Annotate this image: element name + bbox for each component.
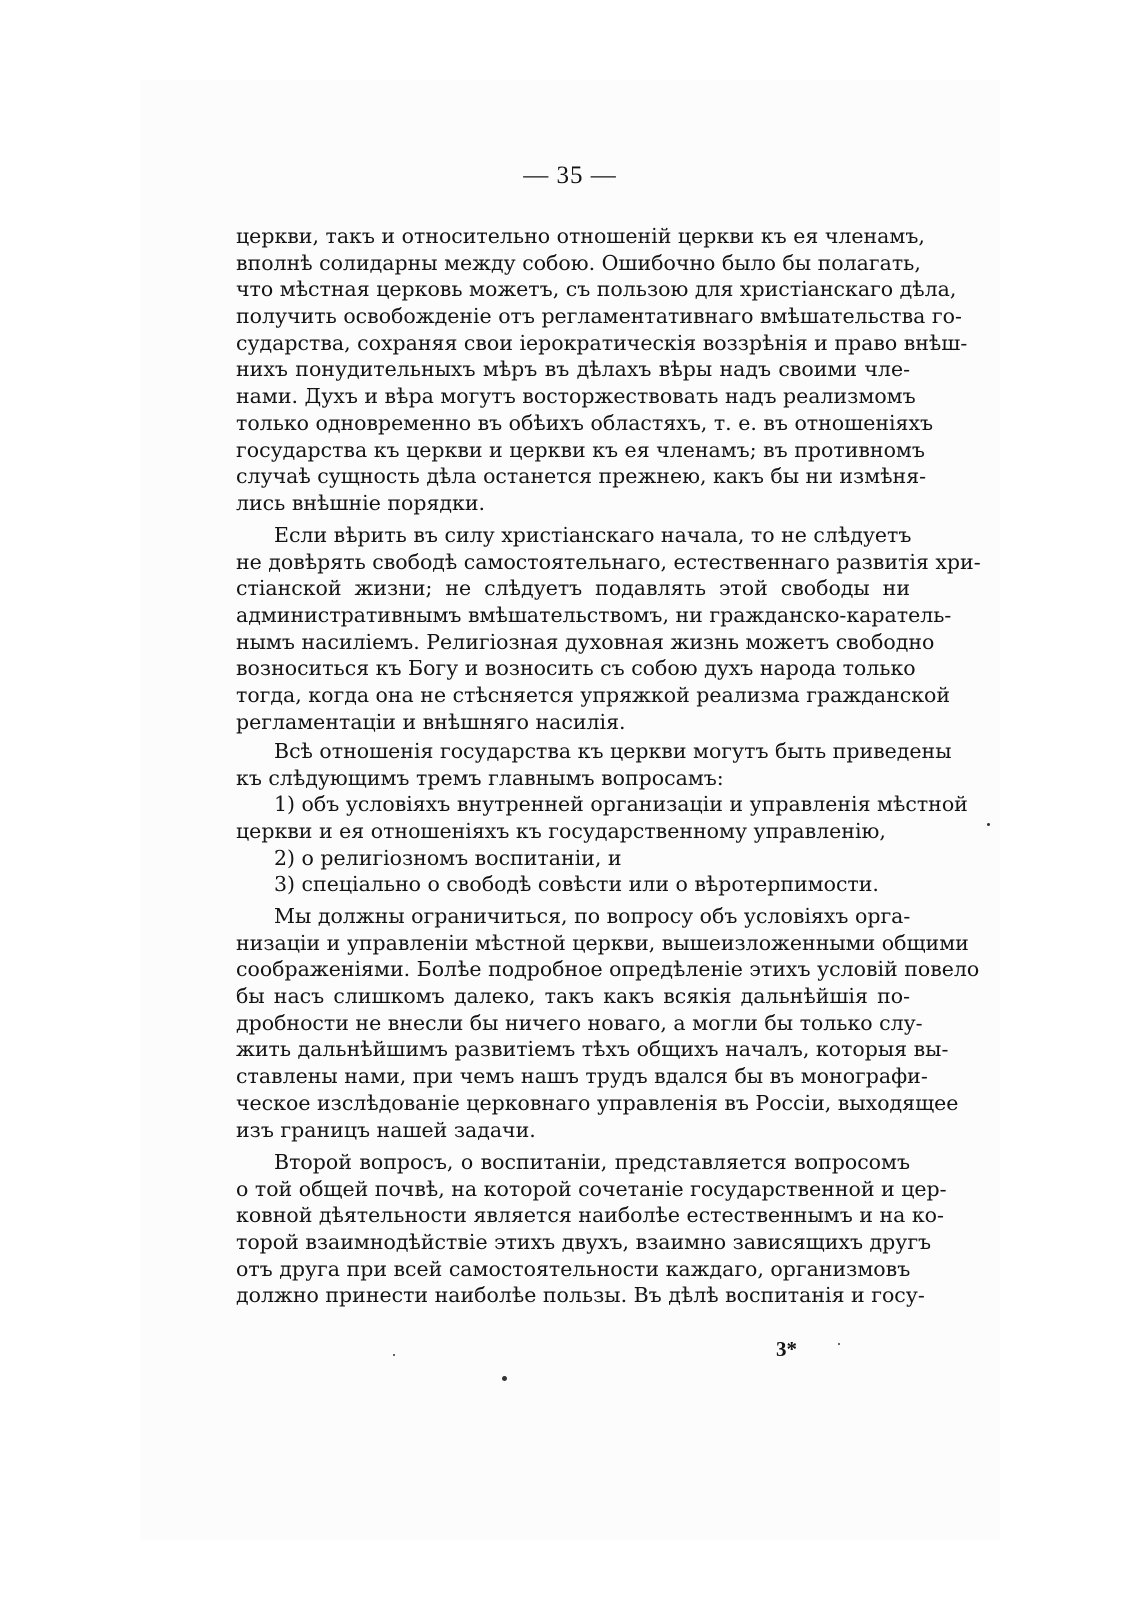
paragraph-1 — [236, 223, 968, 517]
text-line: вполнѣ солидарны между собою. Ошибочно было бы полагать, — [236, 250, 921, 275]
text-line: возноситься къ Богу и возносить съ собою духъ народа только — [236, 656, 916, 681]
text-line: Второй вопросъ, о воспитаніи, представляется вопросомъ — [274, 1150, 910, 1174]
list-item: 2) о религіозномъ воспитаніи, и — [274, 845, 622, 870]
text-line: лись внѣшніе порядки. — [236, 490, 486, 515]
text-line: ческое изслѣдованіе церковнаго управленія въ Россіи, выходящее — [236, 1090, 959, 1115]
text-line: тогда, когда она не стѣсняется упряжкой реализма гражданской — [236, 683, 951, 708]
text-line: изъ границъ нашей задачи. — [236, 1117, 536, 1142]
text-line: ставлены нами, при чемъ нашъ трудъ вдался бы въ монографи- — [236, 1064, 928, 1089]
text-line: о той общей почвѣ, на которой сочетаніе государственной и цер- — [236, 1176, 947, 1201]
text-line: дробности не внесли бы ничего новаго, а могли бы только слу- — [236, 1010, 923, 1035]
text-line: церкви, такъ и относительно отношеній церкви къ ея членамъ, — [236, 224, 925, 248]
text-line: административнымъ вмѣшательствомъ, ни гражданско-каратель- — [236, 603, 952, 628]
text-line: ковной дѣятельности является наиболѣе естественнымъ и на ко- — [236, 1203, 944, 1228]
text-line: торой взаимнодѣйствіе этихъ двухъ, взаимно зависящихъ другъ — [236, 1230, 932, 1255]
print-speck — [393, 1354, 395, 1356]
text-line: нихъ понудительныхъ мѣръ въ дѣлахъ вѣры надъ своими чле- — [236, 357, 910, 382]
paragraph-3 — [236, 738, 968, 898]
text-line: государства къ церкви и церкви къ ея членамъ; въ противномъ — [236, 437, 925, 462]
text-line: нымъ насиліемъ. Религіозная духовная жизнь можетъ свободно — [236, 629, 935, 654]
text-line: получить освобожденіе отъ регламентативнаго вмѣшательства го- — [236, 304, 962, 329]
text-line: только одновременно въ обѣихъ областяхъ, т. е. въ отношеніяхъ — [236, 410, 934, 435]
list-item: 3) спеціально о свободѣ совѣсти или о вѣротерпимости. — [274, 872, 879, 897]
page-number-header: — 35 — — [523, 162, 617, 189]
text-line: къ слѣдующимъ тремъ главнымъ вопросамъ: — [236, 765, 724, 790]
text-line: не довѣрять свободѣ самостоятельнаго, естественнаго развитія хри- — [236, 549, 981, 574]
print-speck — [987, 823, 990, 826]
text-line: низаціи и управленіи мѣстной церкви, вышеизложенными общими — [236, 930, 969, 955]
text-line: жить дальнѣйшимъ развитіемъ тѣхъ общихъ началъ, которыя вы- — [236, 1037, 949, 1062]
text-line: бы насъ слишкомъ далеко, такъ какъ всякія дальнѣйшія по- — [236, 984, 910, 1009]
text-line: должно принести наиболѣе пользы. Въ дѣлѣ воспитанія и госу- — [236, 1283, 925, 1308]
paragraph-4 — [236, 903, 980, 1143]
text-line: случаѣ сущность дѣла останется прежнею, какъ бы ни измѣня- — [236, 464, 927, 489]
text-line: стіанской жизни; не слѣдуетъ подавлять этой свободы ни — [236, 576, 910, 601]
text-line: церкви и ея отношеніяхъ къ государственному управленію, — [236, 819, 886, 844]
signature-mark: 3* — [776, 1337, 797, 1361]
paragraph-5 — [236, 1149, 947, 1309]
text-line: Мы должны ограничиться, по вопросу объ условіяхъ орга- — [274, 904, 911, 928]
text-line: соображеніями. Болѣе подробное опредѣленіе этихъ условій повело — [236, 957, 980, 982]
text-line: нами. Духъ и вѣра могутъ восторжествовать надъ реализмомъ — [236, 384, 916, 409]
text-line: Всѣ отношенія государства къ церкви могутъ быть приведены — [274, 739, 952, 763]
print-speck — [838, 1343, 840, 1345]
text-line: регламентаціи и внѣшняго насилія. — [236, 709, 626, 734]
print-speck — [502, 1376, 507, 1381]
text-line: что мѣстная церковь можетъ, съ пользою для христіанскаго дѣла, — [236, 277, 957, 302]
paragraph-2 — [236, 522, 981, 736]
text-line: сударства, сохраняя свои іерократическія воззрѣнія и право внѣш- — [236, 330, 968, 355]
text-line: отъ друга при всей самостоятельности каждаго, организмовъ — [236, 1256, 911, 1281]
text-line: Если вѣрить въ силу христіанскаго начала, то не слѣдуетъ — [274, 523, 912, 547]
list-item: 1) объ условіяхъ внутренней организаціи и управленія мѣстной — [274, 792, 968, 817]
